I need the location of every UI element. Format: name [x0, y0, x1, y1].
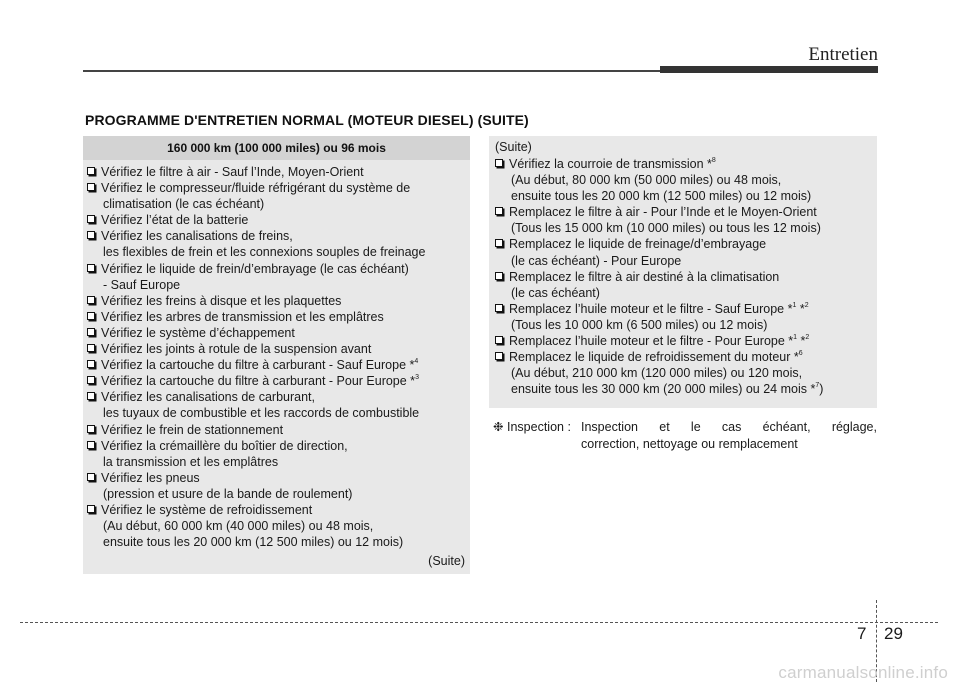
checklist-text: (pression et usure de la bande de roulement): [103, 486, 353, 501]
footnote-ref: 6: [798, 350, 803, 358]
checklist-line: [101, 341, 470, 357]
checklist-line: [101, 164, 470, 180]
checklist-text: (le cas échéant): [511, 285, 600, 300]
checklist-text: Remplacez le filtre à air destiné à la climatisation: [509, 269, 780, 284]
checklist-line: [509, 204, 877, 220]
checklist-text: les tuyaux de combustible et les raccords de combustible: [103, 406, 420, 421]
checklist-item: [83, 502, 470, 550]
checklist-line: [509, 381, 877, 397]
checklist-text: (Au début, 80 000 km (50 000 miles) ou 48 mois,: [511, 173, 782, 188]
checkbox-icon: [87, 296, 95, 304]
checklist-line: [101, 228, 470, 244]
checklist-line: [101, 325, 470, 341]
checklist-item: [489, 301, 877, 333]
checklist-line: [101, 277, 470, 293]
checklist-text: Vérifiez la crémaillère du boîtier de direction,: [101, 438, 348, 453]
checklist-line: [509, 349, 877, 365]
continued-label: (Suite): [495, 140, 532, 154]
checklist-text: la transmission et les emplâtres: [103, 454, 279, 469]
checklist-line: [101, 405, 470, 421]
header-rule-accent: [660, 66, 878, 73]
checkbox-icon: [495, 207, 503, 215]
checklist-line: [101, 196, 470, 212]
checklist-line: [509, 269, 877, 285]
checkbox-icon: [87, 328, 95, 336]
checklist-line: Remplacez l’huile moteur et le filtre - Sauf Europe *$^1$ *$^2$: [509, 301, 809, 316]
checklist-item: [489, 269, 877, 301]
checkbox-icon: [495, 239, 503, 247]
checklist-line: [509, 317, 877, 333]
footnote-ref: 8: [711, 157, 716, 164]
checklist-line: [509, 188, 877, 204]
checkbox-icon: [87, 231, 95, 239]
checklist-text: Vérifiez les pneus: [101, 470, 200, 485]
checkbox-icon: [87, 312, 95, 320]
legend-description-line: correction, nettoyage ou remplacement: [581, 436, 798, 451]
checklist-item: [83, 180, 470, 212]
checklist-text: Vérifiez le frein de stationnement: [101, 422, 284, 437]
checklist-text: Vérifiez la cartouche du filtre à carburant - Pour Europe *: [101, 374, 416, 389]
asterisk-icon: ❉: [493, 420, 504, 434]
checklist-text: (le cas échéant) - Pour Europe: [511, 253, 682, 268]
checklist-line: [101, 180, 470, 196]
checklist-text: (Au début, 60 000 km (40 000 miles) ou 48 mois,: [103, 519, 374, 534]
checklist-text: - Sauf Europe: [103, 277, 181, 292]
checklist-text: Vérifiez les canalisations de freins,: [101, 229, 293, 244]
header-rule: [83, 70, 663, 72]
footnote-ref: 2: [805, 334, 810, 342]
checklist-line: [101, 261, 470, 277]
checklist-text: Vérifiez le système d’échappement: [101, 325, 295, 340]
checkbox-icon: [87, 441, 95, 449]
checkbox-icon: [495, 304, 503, 312]
checkbox-icon: [87, 264, 95, 272]
checklist: [83, 164, 470, 550]
checkbox-icon: [87, 344, 95, 352]
checklist-text: Vérifiez la courroie de transmission *: [509, 157, 712, 171]
panel-heading: 160 000 km (100 000 miles) ou 96 mois: [83, 136, 470, 160]
checkbox-icon: [495, 272, 503, 280]
checkbox-icon: [87, 425, 95, 433]
checkbox-icon: [87, 183, 95, 191]
checklist-text: Remplacez le liquide de freinage/d’embrayage: [509, 237, 767, 252]
checklist-text: Vérifiez le filtre à air - Sauf l’Inde, Moyen-Orient: [101, 165, 364, 179]
checklist-line: [101, 357, 470, 373]
checklist-line: [101, 534, 470, 550]
checklist-item: [83, 164, 470, 180]
checklist-text: Remplacez l’huile moteur et le filtre - Pour Europe *: [509, 334, 794, 349]
checklist-line: [101, 438, 470, 454]
checklist-line: [101, 212, 470, 228]
checklist-text: (Tous les 10 000 km (6 500 miles) ou 12 mois): [511, 317, 768, 332]
checklist-line: [101, 373, 470, 389]
checklist-item: [83, 325, 470, 341]
checklist-line: [101, 470, 470, 486]
checkbox-icon: [87, 167, 95, 175]
checklist-text: Vérifiez l’état de la batterie: [101, 213, 249, 228]
checklist-line: [509, 253, 877, 269]
checklist-line: [509, 236, 877, 252]
checklist-item: [83, 228, 470, 260]
checkbox-icon: [87, 360, 95, 368]
checklist-line: [101, 486, 470, 502]
checklist-text: Vérifiez la cartouche du filtre à carburant - Sauf Europe *: [101, 358, 415, 373]
checklist-line: [101, 244, 470, 260]
checklist: [489, 156, 877, 397]
footnote-ref: 4: [414, 358, 419, 366]
chapter-number: 7: [857, 624, 867, 643]
checklist-line: [101, 502, 470, 518]
checklist-line: [509, 172, 877, 188]
closing-paren: ): [819, 382, 824, 397]
checklist-line: [101, 293, 470, 309]
checklist-item: [83, 357, 470, 373]
checklist-item: [83, 438, 470, 470]
checklist-line: [509, 220, 877, 236]
checklist-item: [83, 341, 470, 357]
checklist-item: [83, 422, 470, 438]
checkbox-icon: [87, 473, 95, 481]
checklist-line: [101, 518, 470, 534]
watermark: carmanualsonline.info: [778, 663, 948, 682]
checkbox-icon: [87, 392, 95, 400]
legend-label: Inspection :: [507, 420, 571, 434]
maintenance-panel-continued: [489, 136, 877, 408]
checkbox-icon: [495, 159, 503, 167]
checklist-text: Vérifiez le liquide de frein/d’embrayage (le cas échéant): [101, 261, 409, 276]
continued-label: (Suite): [428, 554, 465, 568]
checklist-item: [489, 236, 877, 268]
checklist-item: [83, 261, 470, 293]
checklist-item: [489, 156, 877, 204]
checklist-line: [509, 365, 877, 381]
checklist-line: [101, 389, 470, 405]
footnote-ref: 3: [415, 374, 419, 382]
checklist-item: [83, 389, 470, 421]
checkbox-icon: [87, 215, 95, 223]
checklist-text: Vérifiez les canalisations de carburant,: [101, 390, 316, 405]
checklist-text: Vérifiez le compresseur/fluide réfrigérant du système de: [101, 181, 411, 196]
checklist-text: ensuite tous les 30 000 km (20 000 miles) ou 24 mois *: [511, 382, 816, 397]
checklist-item: [83, 309, 470, 325]
checklist-text: Vérifiez les arbres de transmission et les emplâtres: [101, 309, 384, 324]
checklist-line: [509, 156, 877, 172]
section-title: PROGRAMME D'ENTRETIEN NORMAL (MOTEUR DIESEL) (SUITE): [85, 112, 529, 128]
checklist-text: (Au début, 210 000 km (120 000 miles) ou 120 mois,: [511, 366, 803, 381]
checklist-text: climatisation (le cas échéant): [103, 197, 265, 212]
legend-description: [581, 419, 877, 452]
checklist-item: [83, 470, 470, 502]
footer-rule: [20, 622, 938, 623]
checklist-text: (Tous les 15 000 km (10 000 miles) ou tous les 12 mois): [511, 221, 821, 236]
checkbox-icon: [495, 336, 503, 344]
footnote-ref: 1: [792, 301, 797, 309]
checklist-line: [101, 309, 470, 325]
checkbox-icon: [87, 376, 95, 384]
checklist-item: [489, 204, 877, 236]
checklist-line: [101, 454, 470, 470]
checklist-line: [509, 285, 877, 301]
checkbox-icon: [87, 505, 95, 513]
checklist-line: [101, 422, 470, 438]
checkbox-icon: [495, 352, 503, 360]
checklist-text: Vérifiez les freins à disque et les plaquettes: [101, 293, 342, 308]
checklist-item: [83, 373, 470, 389]
checklist-text: les flexibles de frein et les connexions souples de freinage: [103, 245, 426, 260]
checklist-text: Remplacez l’huile moteur et le filtre - Sauf Europe *: [509, 301, 793, 316]
checklist-text: ensuite tous les 20 000 km (12 500 miles) ou 12 mois): [511, 189, 812, 204]
checklist-text: Vérifiez le système de refroidissement: [101, 502, 313, 517]
checklist-text: Remplacez le filtre à air - Pour l’Inde et le Moyen-Orient: [509, 205, 817, 220]
page-number: 29: [884, 624, 903, 643]
chapter-title: Entretien: [808, 44, 878, 65]
checklist-text: Vérifiez les joints à rotule de la suspension avant: [101, 342, 372, 357]
checklist-item: [489, 349, 877, 397]
maintenance-panel-160000km: [83, 136, 470, 574]
legend-description-line: Inspection et le cas échéant, réglage,: [581, 420, 877, 434]
checklist-item: [83, 293, 470, 309]
checklist-text: Remplacez le liquide de refroidissement du moteur *: [509, 350, 799, 365]
footnote-ref: 7: [815, 382, 820, 390]
checklist-item: [489, 333, 877, 349]
checklist-text: ensuite tous les 20 000 km (12 500 miles) ou 12 mois): [103, 535, 404, 550]
footnote-ref: 2: [804, 301, 809, 309]
checklist-item: [83, 212, 470, 228]
footnote-ref: 1: [793, 334, 798, 342]
checklist-line: Remplacez l’huile moteur et le filtre - Pour Europe *$^1$ *$^2$: [509, 334, 810, 349]
